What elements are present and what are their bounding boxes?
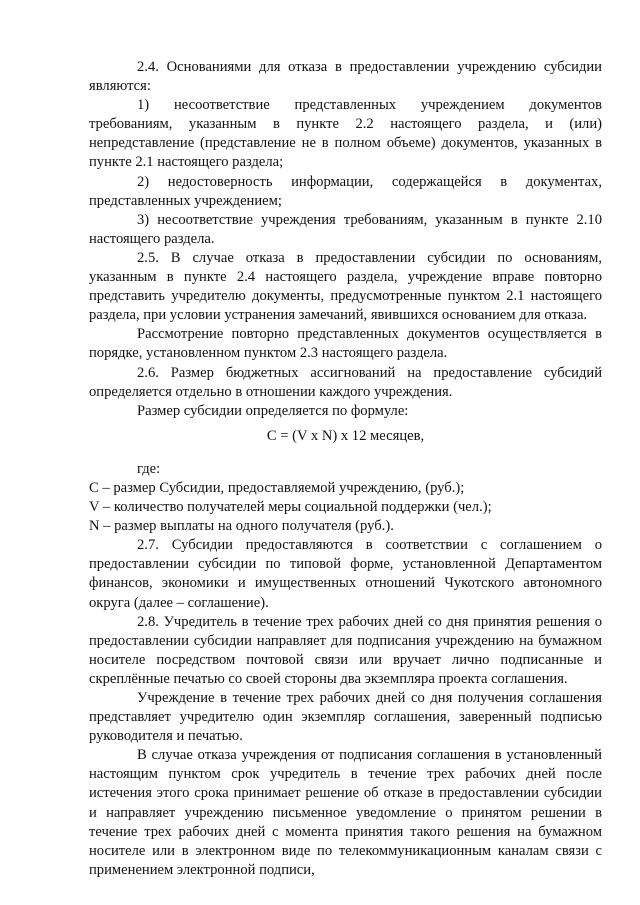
formula-definition-v: V – количество получателей меры социальной поддержки (чел.); — [89, 499, 492, 516]
document-page — [89, 58, 602, 880]
paragraph-2-4-item-2: 2) недостоверность информации, содержащейся в документах, представленных учреждением; — [89, 173, 602, 209]
paragraph-2-8-refusal: В случае отказа учреждения от подписания соглашения в установленный настоящим пунктом срок учредитель в течение трех рабочих дней после истечения этого срока принимает решение об отказе в предоставлении субсидии и направляет учреждению письменное уведомление о принятом решении в течение трех рабочих дней с момента принятия такого решения на бумажном носителе или в электронном виде по телекоммуникационным каналам связи с применением электронной подписи, — [89, 747, 602, 878]
paragraph-2-5: 2.5. В случае отказа в предоставлении субсидии по основаниям, указанным в пункте 2.4 настоящего раздела, учреждение вправе повторно представить учредителю документы, предусмотренные пунктом 2.1 настоящего раздела, при условии устранения замечаний, явившихся основанием для отказа. — [89, 249, 602, 324]
formula-definition-n: N – размер выплаты на одного получателя (руб.). — [89, 518, 394, 535]
paragraph-2-4: 2.4. Основаниями для отказа в предоставлении учреждению субсидии являются: — [89, 59, 602, 95]
formula-where-label: где: — [137, 460, 161, 477]
paragraph-2-6: 2.6. Размер бюджетных ассигнований на предоставление субсидий определяется отдельно в отношении каждого учреждения. — [89, 364, 602, 400]
paragraph-2-5-review: Рассмотрение повторно представленных документов осуществляется в порядке, установленном пунктом 2.3 настоящего раздела. — [89, 326, 602, 362]
paragraph-2-6-formula-intro: Размер субсидии определяется по формуле: — [137, 402, 409, 419]
paragraph-2-8-institution-response: Учреждение в течение трех рабочих дней со дня получения соглашения представляет учредителю один экземпляр соглашения, заверенный подписью руководителя и печатью. — [89, 690, 602, 745]
paragraph-2-8: 2.8. Учредитель в течение трех рабочих дней со дня принятия решения о предоставлении субсидии направляет для подписания учреждению на бумажном носителе посредством почтовой связи или вручает лично подписанные и скреплённые печатью со своей стороны два экземпляра проекта соглашения. — [89, 613, 602, 687]
subsidy-formula: С = (V x N) x 12 месяцев, — [266, 427, 425, 444]
paragraph-2-4-item-1: 1) несоответствие представленных учреждением документов требованиям, указанным в пункте 2.2 настоящего раздела, и (или) непредставление (представление не в полном объеме) документов, указанных в пункте 2.1 настоящего раздела; — [89, 97, 602, 171]
formula-definition-c: С – размер Субсидии, предоставляемой учреждению, (руб.); — [89, 479, 465, 496]
paragraph-2-7: 2.7. Субсидии предоставляются в соответствии с соглашением о предоставлении субсидии по типовой форме, установленной Департаментом финансов, экономики и имущественных отношений Чукотского автономного округа (далее – соглашение). — [89, 537, 602, 611]
paragraph-2-4-item-3: 3) несоответствие учреждения требованиям, указанным в пункте 2.10 настоящего раздела. — [89, 211, 602, 247]
